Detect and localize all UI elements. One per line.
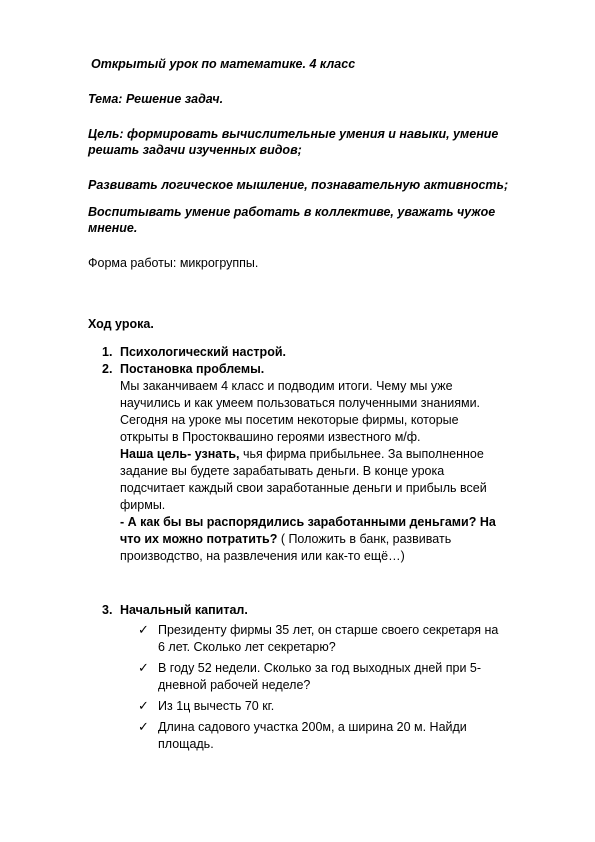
question-line-2-bold: что их можно потратить? — [120, 532, 278, 546]
problem-text-2: научились и как умеем пользоваться полученными знаниями. — [120, 396, 481, 410]
develop-line: Развивать логическое мышление, познавательную активность; — [88, 178, 509, 192]
item-1-title: Психологический настрой. — [120, 345, 286, 359]
check-icon: ✓ — [138, 719, 149, 734]
educate-line-1: Воспитывать умение работать в коллективе, уважать чужое — [88, 205, 496, 219]
goal-text-2: подсчитает каждый свои заработанные деньги и прибыль всей — [120, 481, 487, 495]
educate-line-2: мнение. — [88, 221, 138, 235]
question-line-2 — [120, 531, 451, 547]
lesson-topic: Тема: Решение задач. — [88, 92, 224, 106]
task-4-line-2: площадь. — [158, 737, 214, 751]
goal-text-1: задание вы будете зарабатывать деньги. В конце урока — [120, 464, 445, 478]
task-3-line-1: Из 1ц вычесть 70 кг. — [158, 699, 275, 713]
problem-text-4: открыты в Простоквашино героями известного м/ф. — [120, 430, 421, 444]
task-4-line-1: Длина садового участка 200м, а ширина 20 м. Найди — [158, 720, 467, 734]
lesson-heading: Ход урока. — [88, 317, 154, 331]
goal-line-2: решать задачи изученных видов; — [88, 143, 302, 157]
goal-text-3: фирмы. — [120, 498, 166, 512]
check-icon: ✓ — [138, 622, 149, 637]
question-line-2-rest: ( Положить в банк, развивать — [277, 532, 452, 546]
task-2-line-1: В году 52 недели. Сколько за год выходных дней при 5- — [158, 661, 482, 675]
item-3-title: Начальный капитал. — [120, 603, 248, 617]
check-icon: ✓ — [138, 698, 149, 713]
item-2-title: Постановка проблемы. — [120, 362, 265, 376]
check-icon: ✓ — [138, 660, 149, 675]
goal-line-1: Цель: формировать вычислительные умения и навыки, умение — [88, 127, 499, 141]
question-line-1: - А как бы вы распорядились заработанными деньгами? На — [120, 515, 496, 529]
goal-statement-bold: Наша цель- узнать, — [120, 447, 240, 461]
work-form: Форма работы: микрогруппы. — [88, 256, 259, 270]
goal-statement — [120, 446, 484, 462]
item-3-number: 3. — [102, 603, 113, 617]
task-2-line-2: дневной рабочей неделе? — [158, 678, 311, 692]
item-2-number: 2. — [102, 362, 113, 376]
task-1-line-1: Президенту фирмы 35 лет, он старше своего секретаря на — [158, 623, 499, 637]
question-line-3: производство, на развлечения или как-то ещё…) — [120, 549, 405, 563]
problem-text-1: Мы заканчиваем 4 класс и подводим итоги. Чему мы уже — [120, 379, 453, 393]
item-1-number: 1. — [102, 345, 113, 359]
lesson-title: Открытый урок по математике. 4 класс — [91, 57, 356, 71]
goal-statement-rest: чья фирма прибыльнее. За выполненное — [239, 447, 484, 461]
task-1-line-2: 6 лет. Сколько лет секретарю? — [158, 640, 336, 654]
problem-text-3: Сегодня на уроке мы посетим некоторые фирмы, которые — [120, 413, 459, 427]
